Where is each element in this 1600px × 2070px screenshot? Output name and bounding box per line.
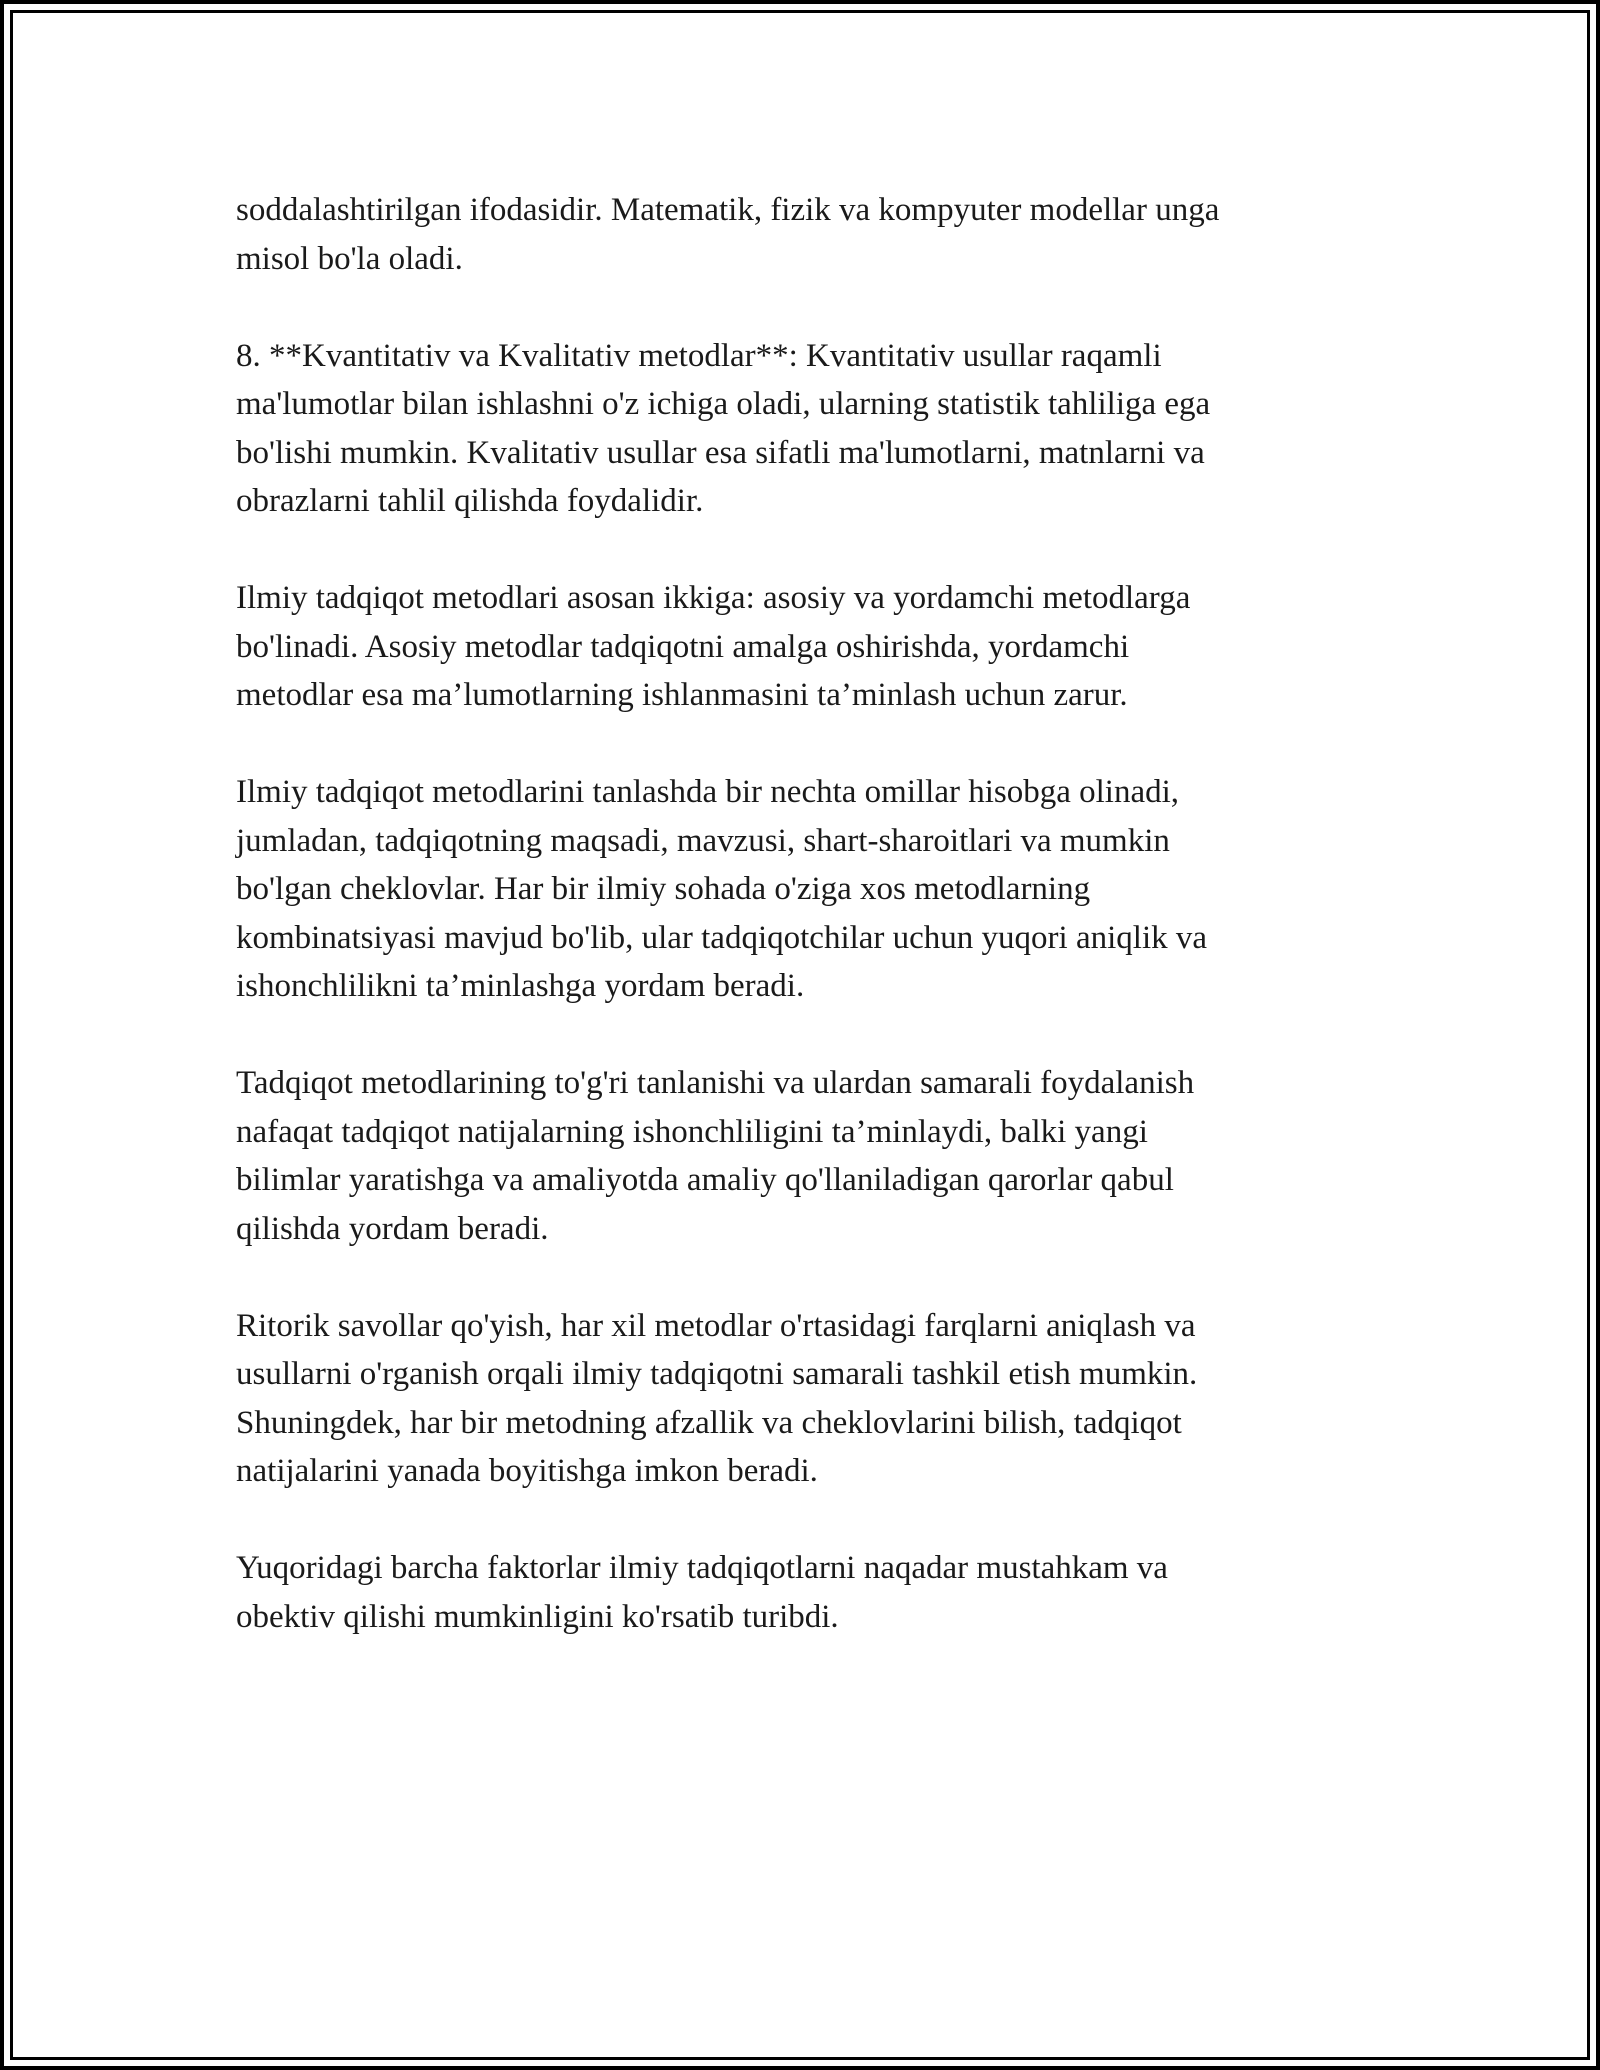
paragraph-rhetorical-questions: Ritorik savollar qo'yish, har xil metodlar o'rtasidagi farqlarni aniqlash va usullarni o'rganish orqali ilmiy tadqiqotni samarali tashkil etish mumkin. Shuningdek, har bir metodning afzallik va cheklovlarini bilish, tadqiqot natijalarini yanada boyitishga imkon beradi. [236, 1307, 1198, 1489]
document-body [236, 186, 1366, 1690]
paragraph-conclusion: Yuqoridagi barcha faktorlar ilmiy tadqiqotlarni naqadar mustahkam va obektiv qilishi mumkinligini ko'rsatib turibdi. [236, 1550, 1168, 1635]
paragraph-quantitative-qualitative: 8. **Kvantitativ va Kvalitativ metodlar**: Kvantitativ usullar raqamli ma'lumotlar bilan ishlashni o'z ichiga oladi, ularning statistik tahliliga ega bo'lishi mumkin. Kvalitativ usullar esa sifatli ma'lumotlarni, matnlarni va obrazlarni tahlil qilishda foydalidir. [236, 337, 1211, 519]
paragraph-correct-selection: Tadqiqot metodlarining to'g'ri tanlanishi va ulardan samarali foydalanish nafaqat tadqiqot natijalarning ishonchliligini ta’minlaydi, balki yangi bilimlar yaratishga va amaliyotda amaliy qo'llaniladigan qarorlar qabul qilishda yordam beradi. [236, 1065, 1195, 1247]
paragraph-method-selection: Ilmiy tadqiqot metodlarini tanlashda bir nechta omillar hisobga olinadi, jumladan, tadqiqotning maqsadi, mavzusi, shart-sharoitlari va mumkin bo'lgan cheklovlar. Har bir ilmiy sohada o'ziga xos metodlarning kombinatsiyasi mavjud bo'lib, ular tadqiqotchilar uchun yuqori aniqlik va ishonchlilikni ta’minlashga yordam beradi. [236, 774, 1208, 1004]
paragraph-models-continuation: soddalashtirilgan ifodasidir. Matematik, fizik va kompyuter modellar unga misol bo'la oladi. [236, 192, 1220, 277]
paragraph-method-types: Ilmiy tadqiqot metodlari asosan ikkiga: asosiy va yordamchi metodlarga bo'linadi. Asosiy metodlar tadqiqotni amalga oshirishda, yordamchi metodlar esa ma’lumotlarning ishlanmasini ta’minlash uchun zarur. [236, 580, 1191, 713]
